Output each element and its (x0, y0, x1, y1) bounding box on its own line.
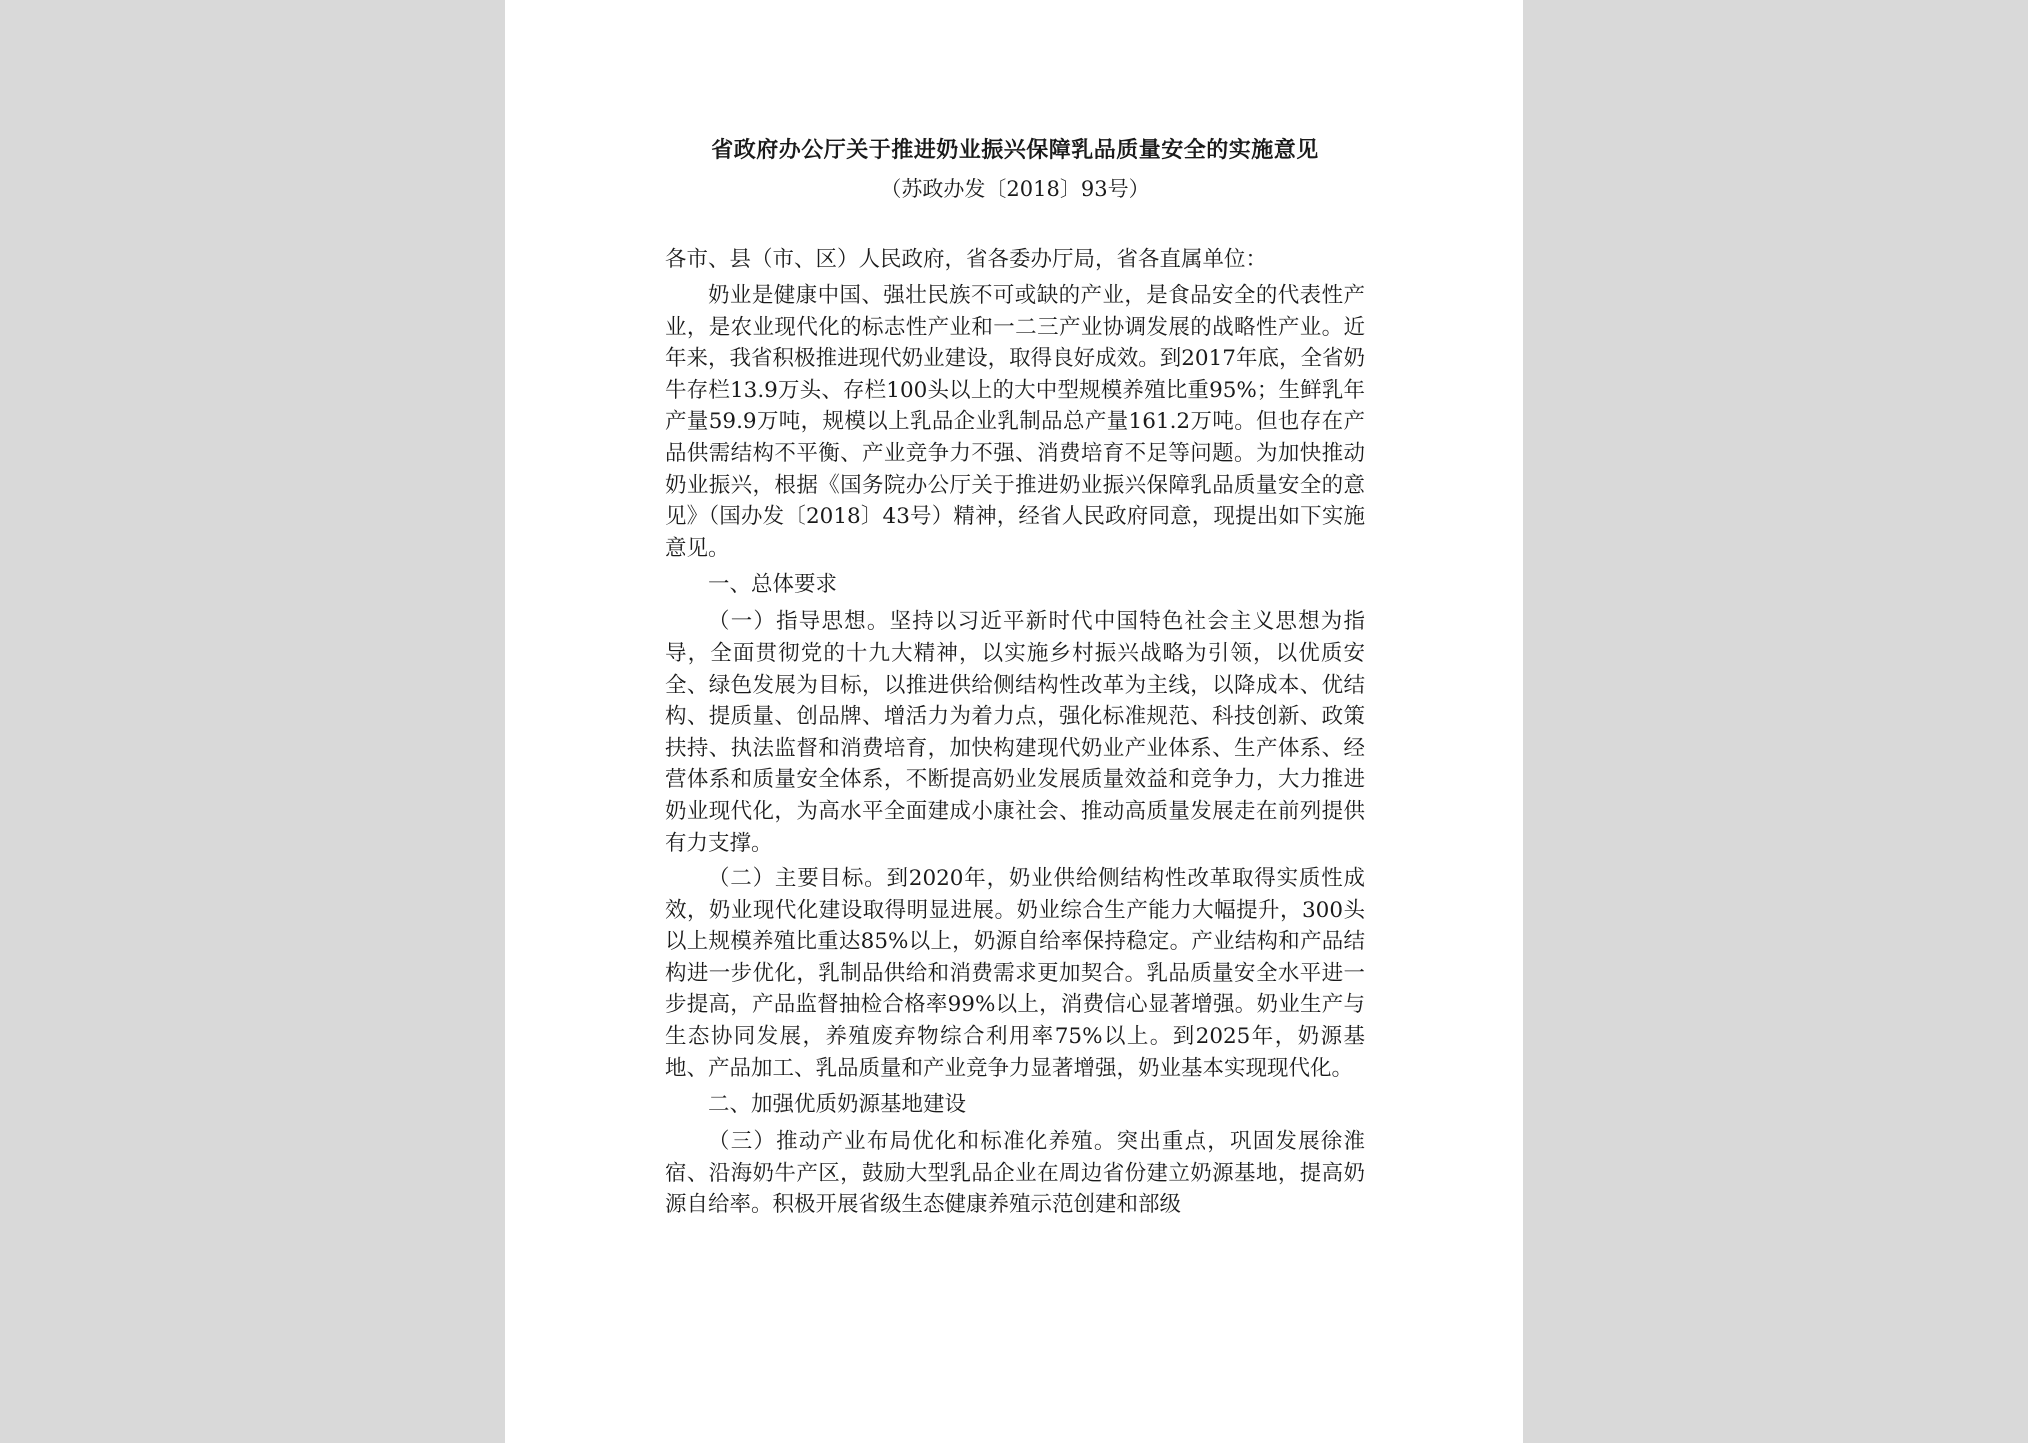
intro-paragraph: 奶业是健康中国、强壮民族不可或缺的产业，是食品安全的代表性产业，是农业现代化的标志性产业和一二三产业协调发展的战略性产业。近年来，我省积极推进现代奶业建设，取得良好成效。到2017年底，全省奶牛存栏13.9万头、存栏100头以上的大中型规模养殖比重95%；生鲜乳年产量59.9万吨，规模以上乳品企业乳制品总产量161.2万吨。但也存在产品供需结构不平衡、产业竞争力不强、消费培育不足等问题。为加快推动奶业振兴，根据《国务院办公厅关于推进奶业振兴保障乳品质量安全的意见》（国办发〔2018〕43号）精神，经省人民政府同意，现提出如下实施意见。 (665, 283, 1365, 561)
document-body (665, 128, 1365, 1225)
section-heading-general-requirements: 一、总体要求 (708, 572, 838, 598)
paragraph-main-goals: （二）主要目标。到2020年，奶业供给侧结构性改革取得实质性成效，奶业现代化建设取得明显进展。奶业综合生产能力大幅提升，300头以上规模养殖比重达85%以上，奶源自给率保持稳定。产业结构和产品结构进一步优化，乳制品供给和消费需求更加契合。乳品质量安全水平进一步提高，产品监督抽检合格率99%以上，消费信心显著增强。奶业生产与生态协同发展，养殖废弃物综合利用率75%以上。到2025年，奶源基地、产品加工、乳品质量和产业竞争力显著增强，奶业基本实现现代化。 (665, 866, 1365, 1081)
paragraph-guiding-ideology: （一）指导思想。坚持以习近平新时代中国特色社会主义思想为指导，全面贯彻党的十九大精神，以实施乡村振兴战略为引领，以优质安全、绿色发展为目标，以推进供给侧结构性改革为主线，以降成本、优结构、提质量、创品牌、增活力为着力点，强化标准规范、科技创新、政策扶持、执法监督和消费培育，加快构建现代奶业产业体系、生产体系、经营体系和质量安全体系，不断提高奶业发展质量效益和竞争力，大力推进奶业现代化，为高水平全面建成小康社会、推动高质量发展走在前列提供有力支撑。 (665, 609, 1365, 856)
section-heading-milk-source-base: 二、加强优质奶源基地建设 (708, 1092, 967, 1118)
paragraph-industry-layout: （三）推动产业布局优化和标准化养殖。突出重点，巩固发展徐淮宿、沿海奶牛产区，鼓励大型乳品企业在周边省份建立奶源基地，提高奶源自给率。积极开展省级生态健康养殖示范创建和部级 (665, 1129, 1365, 1218)
salutation: 各市、县（市、区）人民政府，省各委办厅局，省各直属单位： (665, 247, 1268, 272)
document-page (505, 0, 1523, 1443)
document-title: 省政府办公厅关于推进奶业振兴保障乳品质量安全的实施意见 (711, 137, 1319, 163)
document-number: （苏政办发〔2018〕93号） (880, 177, 1150, 201)
